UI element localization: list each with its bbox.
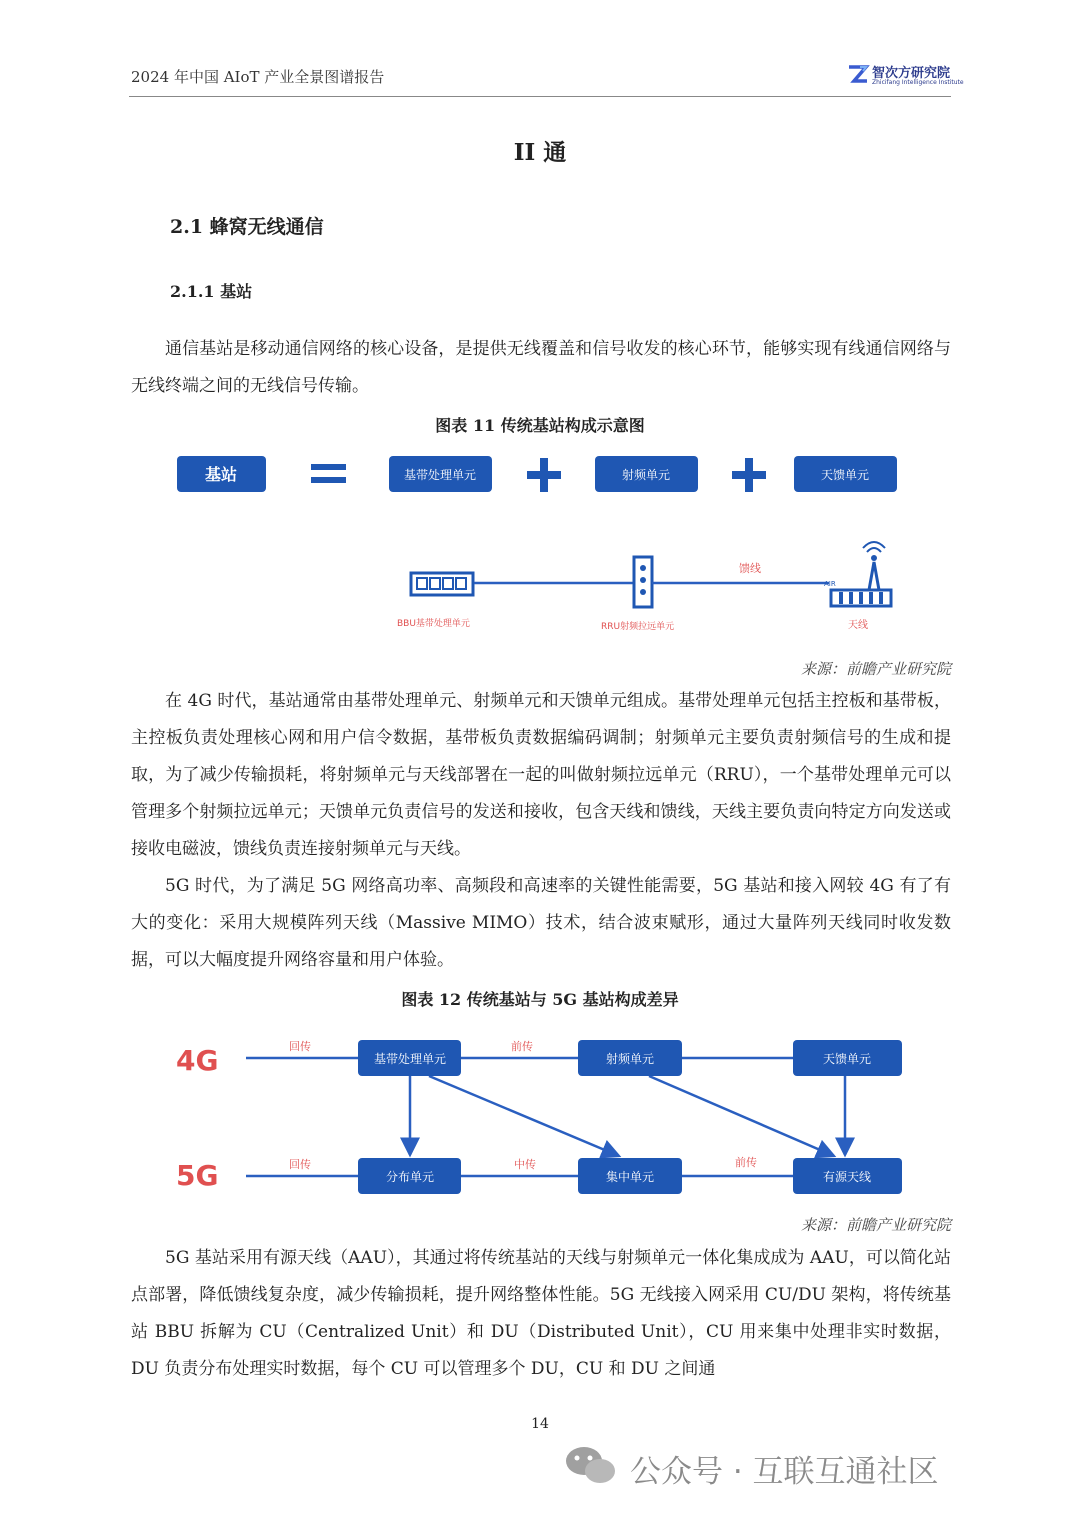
label-bbu: BBU基带处理单元 bbox=[397, 619, 470, 629]
box-du-5g bbox=[358, 1158, 461, 1194]
box-rf-4g-label: 射频单元 bbox=[605, 1052, 655, 1066]
arrow-bbu-cu bbox=[429, 1076, 619, 1156]
figure11-diagram bbox=[129, 440, 951, 650]
box-antenna bbox=[794, 456, 897, 492]
page-number: 14 bbox=[531, 1416, 549, 1432]
label-antenna: 天线 bbox=[848, 620, 868, 631]
paragraph-4: 5G 基站采用有源天线（AAU），其通过将传统基站的天线与射频单元一体化集成成为 AAU，可以简化站点部署，降低馈线复杂度，减少传输损耗，提升网络整体性能。5G 无线接入网采用 CU/DU 架构，将传统基站 BBU 拆解为 CU（Centralized Unit）和 DU（Distributed Unit），CU 用来集中处理非实时数据，DU 负责分布处理实时数据，每个 CU 可以管理多个 DU，CU 和 DU 之间通 bbox=[131, 1248, 951, 1379]
rru-device-icon bbox=[634, 557, 652, 607]
bbu-device-icon bbox=[411, 573, 473, 595]
box-antenna-4g-label: 天馈单元 bbox=[822, 1052, 872, 1066]
label-4g-fronthaul: 前传 bbox=[511, 1040, 533, 1053]
label-air: AIR bbox=[824, 580, 836, 588]
header-divider bbox=[129, 96, 951, 97]
box-bbu-label: 基带处理单元 bbox=[403, 468, 477, 482]
box-cu-5g bbox=[578, 1158, 682, 1194]
box-rf-label: 射频单元 bbox=[621, 468, 671, 482]
box-base bbox=[177, 456, 266, 492]
logo-subtitle: Zhicifang Intelligence Institute bbox=[872, 79, 964, 86]
label-5g-backhaul: 回传 bbox=[289, 1158, 311, 1171]
box-rf bbox=[595, 456, 698, 492]
wechat-icon bbox=[562, 1443, 622, 1487]
box-antenna-label: 天馈单元 bbox=[820, 468, 870, 482]
paragraph-2: 在 4G 时代，基站通常由基带处理单元、射频单元和天馈单元组成。基带处理单元包括主控板和基带板，主控板负责处理核心网和用户信令数据，基带板负责数据编码调制；射频单元主要负责射频信号的生成和提取，为了减少传输损耗，将射频单元与天线部署在一起的叫做射频拉远单元（RRU），一个基带处理单元可以管理多个射频拉远单元；天馈单元负责信号的发送和接收，包含天线和馈线，天线主要负责向特定方向发送或接收电磁波，馈线负责连接射频单元与天线。 bbox=[131, 691, 951, 859]
box-cu-5g-label: 集中单元 bbox=[605, 1170, 655, 1184]
box-base-label: 基站 bbox=[204, 465, 238, 484]
antenna-tower-icon bbox=[831, 542, 891, 606]
box-aau-5g bbox=[793, 1158, 902, 1194]
box-aau-5g-label: 有源天线 bbox=[822, 1170, 872, 1184]
figure12-diagram bbox=[129, 1020, 951, 1210]
label-4g: 4G bbox=[176, 1044, 219, 1077]
figure11-source: 来源：前瞻产业研究院 bbox=[800, 660, 951, 678]
logo-icon bbox=[846, 63, 870, 87]
figure12-caption: 图表 12 传统基站与 5G 基站构成差异 bbox=[401, 990, 679, 1009]
chapter-title: II 通 bbox=[513, 139, 567, 166]
subsection-title: 2.1.1 基站 bbox=[170, 282, 253, 301]
report-title: 2024 年中国 AIoT 产业全景图谱报告 bbox=[131, 68, 385, 86]
plus-sign-2 bbox=[732, 458, 766, 492]
label-5g: 5G bbox=[176, 1159, 219, 1192]
label-rru: RRU射频拉远单元 bbox=[601, 622, 675, 632]
arrow-rf-aau bbox=[649, 1076, 834, 1156]
label-5g-fronthaul: 前传 bbox=[735, 1156, 757, 1169]
logo-name: 智次方研究院 bbox=[872, 66, 951, 81]
section-title: 2.1 蜂窝无线通信 bbox=[170, 216, 324, 238]
box-bbu-4g bbox=[358, 1040, 461, 1076]
paragraph-1: 通信基站是移动通信网络的核心设备，是提供无线覆盖和信号收发的核心环节，能够实现有线通信网络与无线终端之间的无线信号传输。 bbox=[131, 339, 951, 396]
plus-sign-1 bbox=[527, 458, 561, 492]
figure12-source: 来源：前瞻产业研究院 bbox=[800, 1216, 951, 1234]
box-rf-4g bbox=[578, 1040, 682, 1076]
box-bbu bbox=[389, 456, 492, 492]
label-4g-backhaul: 回传 bbox=[289, 1040, 311, 1053]
box-du-5g-label: 分布单元 bbox=[385, 1170, 435, 1184]
wechat-watermark: 公众号 · 互联互通社区 bbox=[630, 1454, 939, 1490]
equals-sign bbox=[311, 464, 346, 483]
label-5g-midhaul: 中传 bbox=[514, 1158, 536, 1171]
box-antenna-4g bbox=[793, 1040, 902, 1076]
paragraph-3: 5G 时代，为了满足 5G 网络高功率、高频段和高速率的关键性能需要，5G 基站和接入网较 4G 有了有大的变化：采用大规模阵列天线（Massive MIMO）技术，结合波束赋形，通过大量阵列天线同时收发数据，可以大幅度提升网络容量和用户体验。 bbox=[131, 876, 951, 970]
figure11-caption: 图表 11 传统基站构成示意图 bbox=[435, 416, 645, 435]
box-bbu-4g-label: 基带处理单元 bbox=[373, 1052, 447, 1066]
label-feeder: 馈线 bbox=[739, 562, 761, 575]
